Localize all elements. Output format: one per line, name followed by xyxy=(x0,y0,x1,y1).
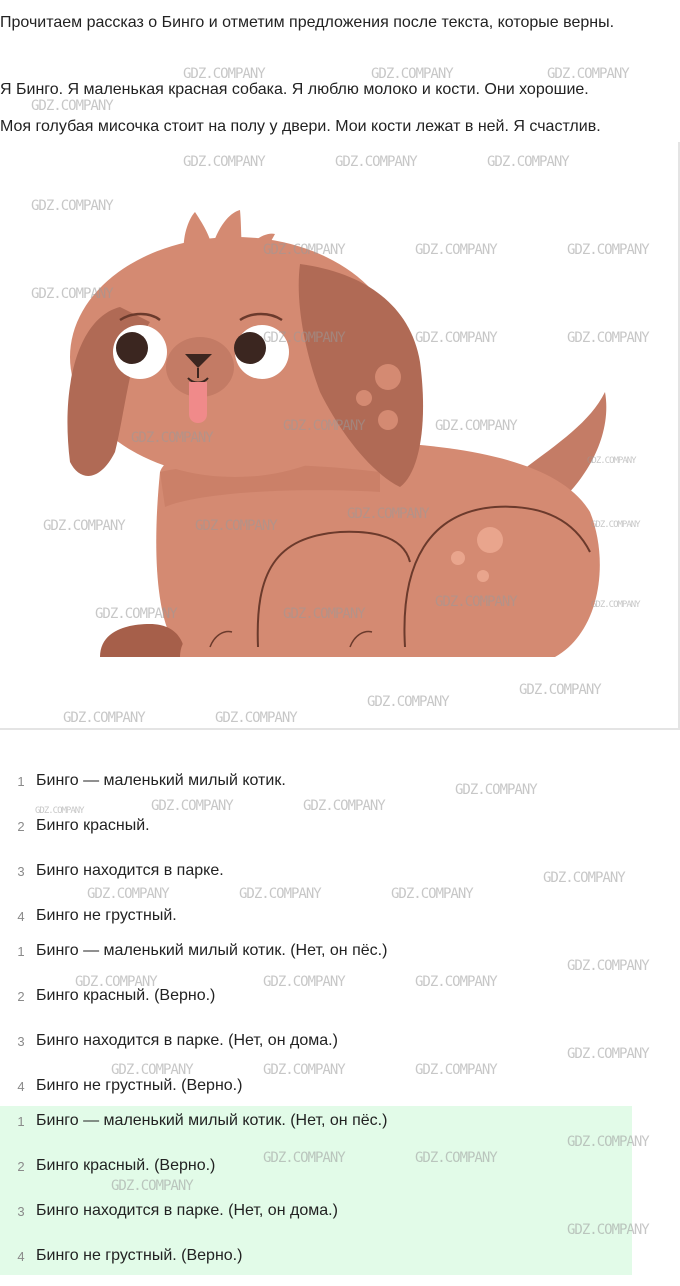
watermark: GDZ.COMPANY xyxy=(547,66,629,82)
watermark: GDZ.COMPANY xyxy=(283,418,365,434)
task-instruction: Прочитаем рассказ о Бинго и отметим предложения после текста, которые верны. xyxy=(0,14,615,31)
item-text: Бинго не грустный. xyxy=(36,907,177,924)
item-text: Бинго — маленький милый котик. (Нет, он пёс.) xyxy=(36,942,388,959)
watermark: GDZ.COMPANY xyxy=(391,886,473,902)
watermark: GDZ.COMPANY xyxy=(75,974,157,990)
item-text: Бинго — маленький милый котик. (Нет, он пёс.) xyxy=(36,1112,388,1129)
list-item xyxy=(0,766,632,811)
statement-list xyxy=(0,766,632,946)
watermark: GDZ.COMPANY xyxy=(111,1178,193,1194)
watermark: GDZ.COMPANY xyxy=(591,600,640,610)
watermark: GDZ.COMPANY xyxy=(591,520,640,530)
item-number: 4 xyxy=(17,909,25,924)
item-text: Бинго находится в парке. xyxy=(36,862,224,879)
item-text: Бинго красный. (Верно.) xyxy=(36,987,216,1004)
dog-picture xyxy=(0,142,678,728)
item-number: 3 xyxy=(17,1204,25,1219)
watermark: GDZ.COMPANY xyxy=(283,606,365,622)
watermark: GDZ.COMPANY xyxy=(567,1134,649,1150)
watermark: GDZ.COMPANY xyxy=(263,330,345,346)
watermark: GDZ.COMPANY xyxy=(415,242,497,258)
dog-illustration xyxy=(0,142,680,730)
watermark: GDZ.COMPANY xyxy=(335,154,417,170)
watermark: GDZ.COMPANY xyxy=(347,506,429,522)
item-number: 2 xyxy=(17,989,25,1004)
list-item xyxy=(0,1151,632,1196)
watermark: GDZ.COMPANY xyxy=(415,1062,497,1078)
item-number: 1 xyxy=(17,944,25,959)
item-text: Бинго — маленький милый котик. xyxy=(36,772,286,789)
watermark: GDZ.COMPANY xyxy=(239,886,321,902)
watermark: GDZ.COMPANY xyxy=(435,418,517,434)
watermark: GDZ.COMPANY xyxy=(183,66,265,82)
item-number: 3 xyxy=(17,1034,25,1049)
list-item xyxy=(0,1241,632,1286)
watermark: GDZ.COMPANY xyxy=(415,1150,497,1166)
watermark: GDZ.COMPANY xyxy=(131,430,213,446)
list-item xyxy=(0,1026,632,1071)
watermark: GDZ.COMPANY xyxy=(263,1150,345,1166)
watermark: GDZ.COMPANY xyxy=(35,806,84,816)
item-text: Бинго не грустный. (Верно.) xyxy=(36,1077,243,1094)
watermark: GDZ.COMPANY xyxy=(567,1222,649,1238)
item-text: Бинго находится в парке. (Нет, он дома.) xyxy=(36,1202,338,1219)
watermark: GDZ.COMPANY xyxy=(435,594,517,610)
watermark: GDZ.COMPANY xyxy=(519,682,601,698)
watermark: GDZ.COMPANY xyxy=(43,518,125,534)
watermark: GDZ.COMPANY xyxy=(183,154,265,170)
watermark: GDZ.COMPANY xyxy=(195,518,277,534)
item-text: Бинго красный. xyxy=(36,817,150,834)
watermark: GDZ.COMPANY xyxy=(151,798,233,814)
watermark: GDZ.COMPANY xyxy=(95,606,177,622)
watermark: GDZ.COMPANY xyxy=(587,456,636,466)
watermark: GDZ.COMPANY xyxy=(263,974,345,990)
watermark: GDZ.COMPANY xyxy=(263,242,345,258)
item-text: Бинго красный. (Верно.) xyxy=(36,1157,216,1174)
watermark: GDZ.COMPANY xyxy=(567,958,649,974)
watermark: GDZ.COMPANY xyxy=(87,886,169,902)
list-item xyxy=(0,936,632,981)
watermark: GDZ.COMPANY xyxy=(487,154,569,170)
watermark: GDZ.COMPANY xyxy=(371,66,453,82)
item-number: 2 xyxy=(17,1159,25,1174)
list-item xyxy=(0,811,632,856)
watermark: GDZ.COMPANY xyxy=(303,798,385,814)
list-item xyxy=(0,856,632,901)
watermark: GDZ.COMPANY xyxy=(215,710,297,726)
list-item xyxy=(0,1196,632,1241)
watermark: GDZ.COMPANY xyxy=(63,710,145,726)
list-item xyxy=(0,1106,632,1151)
item-number: 3 xyxy=(17,864,25,879)
item-number: 1 xyxy=(17,774,25,789)
item-number: 4 xyxy=(17,1079,25,1094)
watermark: GDZ.COMPANY xyxy=(567,330,649,346)
item-number: 2 xyxy=(17,819,25,834)
watermark: GDZ.COMPANY xyxy=(543,870,625,886)
watermark: GDZ.COMPANY xyxy=(111,1062,193,1078)
item-number: 1 xyxy=(17,1114,25,1129)
highlighted-answer-list xyxy=(0,1106,632,1275)
watermark: GDZ.COMPANY xyxy=(31,98,113,114)
watermark: GDZ.COMPANY xyxy=(367,694,449,710)
story-line-1: Я Бинго. Я маленькая красная собака. Я люблю молоко и кости. Они хорошие. xyxy=(0,81,589,98)
item-text: Бинго находится в парке. (Нет, он дома.) xyxy=(36,1032,338,1049)
watermark: GDZ.COMPANY xyxy=(567,1046,649,1062)
list-item xyxy=(0,981,632,1026)
watermark: GDZ.COMPANY xyxy=(263,1062,345,1078)
watermark: GDZ.COMPANY xyxy=(31,286,113,302)
answer-list xyxy=(0,936,632,1116)
watermark: GDZ.COMPANY xyxy=(455,782,537,798)
watermark: GDZ.COMPANY xyxy=(31,198,113,214)
watermark: GDZ.COMPANY xyxy=(415,330,497,346)
item-text: Бинго не грустный. (Верно.) xyxy=(36,1247,243,1264)
watermark: GDZ.COMPANY xyxy=(415,974,497,990)
story-line-2: Моя голубая мисочка стоит на полу у двери. Мои кости лежат в ней. Я счастлив. xyxy=(0,118,601,135)
watermark: GDZ.COMPANY xyxy=(567,242,649,258)
item-number: 4 xyxy=(17,1249,25,1264)
